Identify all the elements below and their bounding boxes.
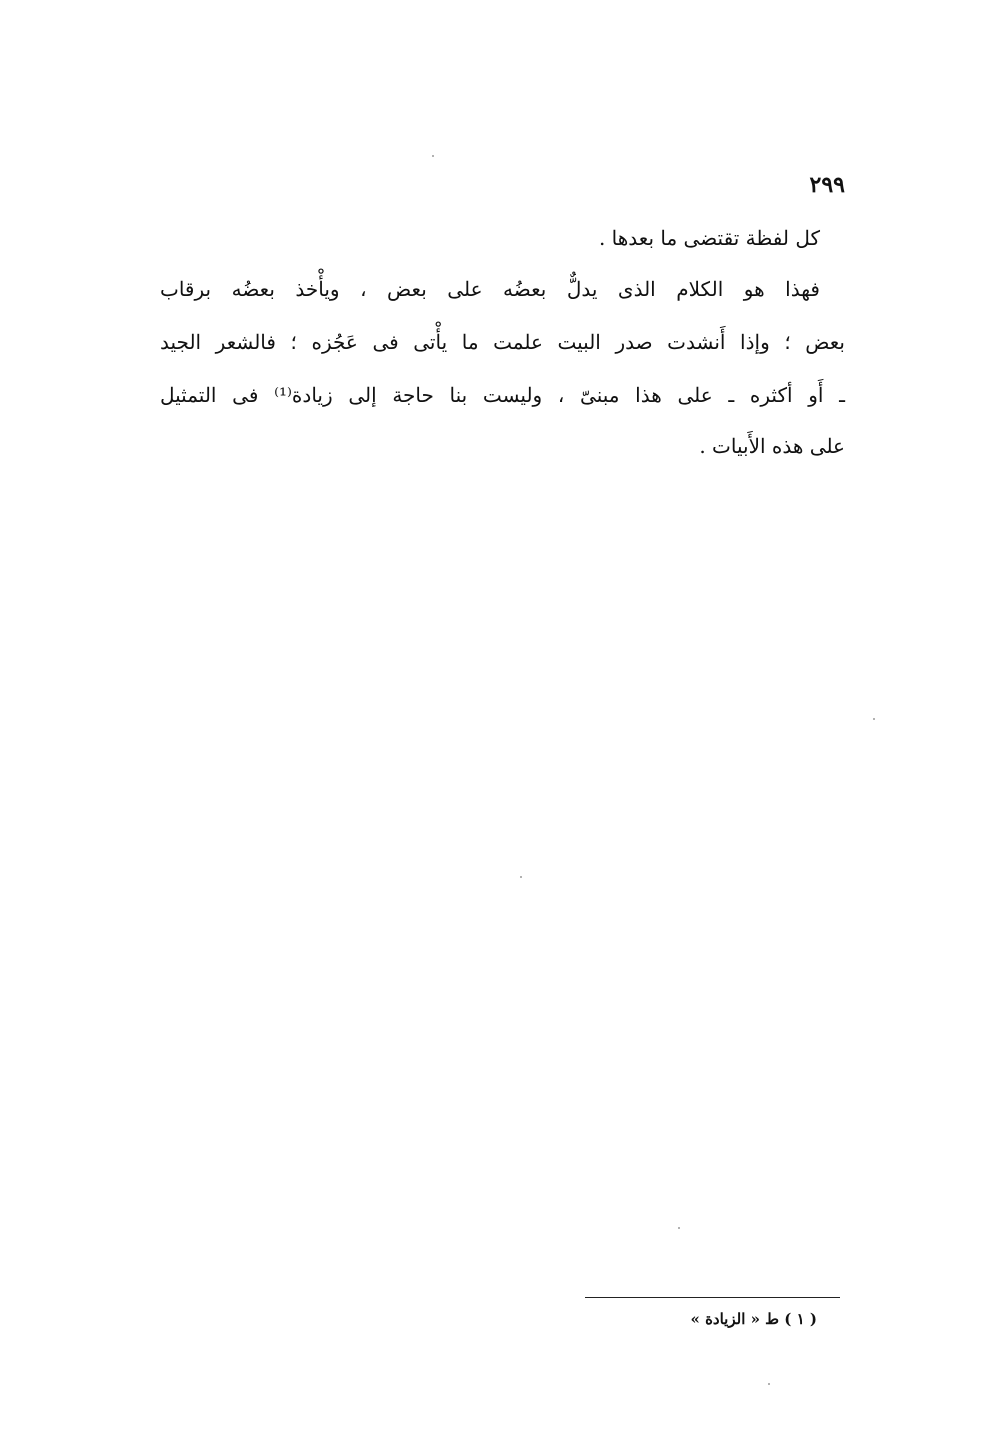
footnote: ( ١ ) ط « الزيادة » — [690, 1310, 817, 1328]
footnote-rule — [585, 1297, 840, 1298]
scan-speck — [873, 718, 875, 720]
text-line-5: على هذه الأَبيات . — [699, 434, 845, 458]
page-number: ٢٩٩ — [809, 172, 845, 198]
scan-speck — [768, 1383, 770, 1385]
text-line-1: كل لفظة تقتضى ما بعدها . — [598, 226, 820, 250]
text-line-3: بعض ؛ وإذا أَنشدت صدر البيت علمت ما يأْتى فى عَجُزه ؛ فالشعر الجيد — [160, 330, 845, 354]
text-line-4: ـ أَو أكثره ـ على هذا مبنىّ ، وليست بنا حاجة إلى زيادة⁽¹⁾ فى التمثيل — [160, 383, 845, 407]
scan-speck — [678, 1227, 680, 1229]
scan-speck — [432, 155, 434, 157]
text-line-2: فهذا هو الكلام الذى يدلٌّ بعضُه على بعض ، ويأْخذ بعضُه برقاب — [160, 277, 820, 301]
scan-speck — [520, 876, 522, 878]
